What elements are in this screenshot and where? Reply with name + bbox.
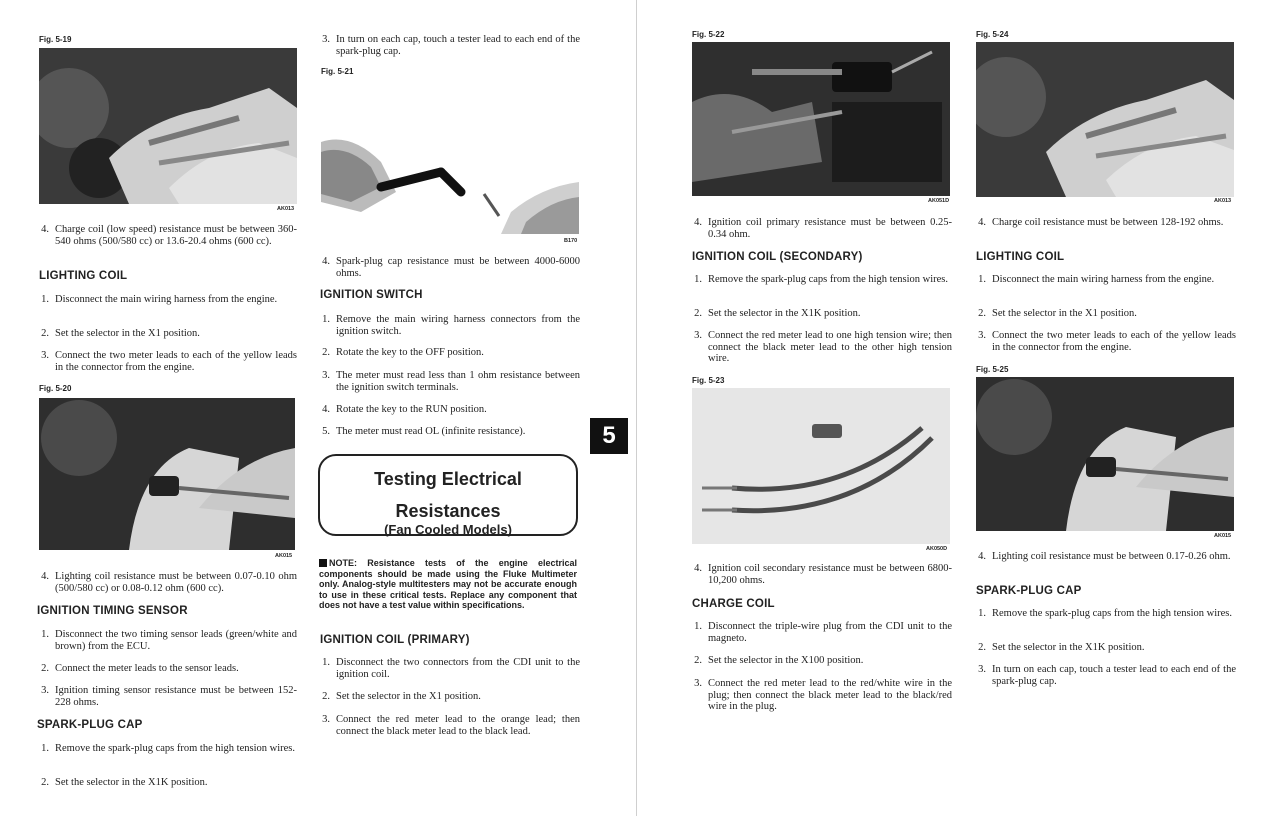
fig-5-22-label: Fig. 5-22 [692,30,725,39]
list-item [318,347,580,359]
list-item [974,274,1236,286]
list-item [37,328,297,340]
fig-5-19-label: Fig. 5-19 [39,35,72,44]
note-block [319,558,577,611]
fig-5-25-label: Fig. 5-25 [976,365,1009,374]
title-subtitle: (Fan Cooled Models) [384,522,512,537]
step-text: Set the selector in the X1K position. [992,642,1145,653]
list-item [37,743,297,755]
list-item [974,551,1236,563]
note-text: Resistance tests of the engine electrical components should be made using the Fluke Multimeter only. Analog-style multitesters may not be accurate enough to use in these critical tests. Replace any component that does not have a test value within specifications. [319,558,577,611]
step-text: Spark-plug cap resistance must be between 4000-6000 ohms. [336,256,580,279]
step-text: Lighting coil resistance must be between 0.17-0.26 ohm. [992,551,1231,562]
fig-5-25-code: AK015 [1214,533,1232,539]
fig-5-19-photo [39,48,297,204]
step-number: 3. [694,678,702,689]
section-title-box [318,454,578,536]
chapter-tab: 5 [590,418,628,454]
step-text: Connect the red meter lead to one high tension wire; then connect the black meter lead to the other high tension wire. [708,330,952,364]
step-number: 2. [41,328,49,339]
fig-5-23-code: AK050D [926,546,948,552]
list-item [318,256,580,279]
step-text: Disconnect the main wiring harness from the engine. [55,294,278,305]
list-item [974,608,1236,620]
step-text: Disconnect the triple-wire plug from the CDI unit to the magneto. [708,621,952,644]
step-text: Remove the spark-plug caps from the high tension wires. [708,274,948,285]
list-item [974,330,1236,353]
list-item [318,714,580,737]
step-text: The meter must read OL (infinite resistance). [336,426,526,437]
step-text: Ignition timing sensor resistance must be between 152-228 ohms. [55,685,297,708]
fig-5-23-label: Fig. 5-23 [692,376,725,385]
list-item [974,664,1236,687]
list-item [690,330,952,365]
list-item [37,224,297,247]
step-number: 3. [41,350,49,361]
step-text: Remove the main wiring harness connectors from the ignition switch. [336,314,580,337]
step-number: 1. [978,274,986,285]
list-item [37,629,297,652]
step-number: 2. [322,691,330,702]
step-number: 2. [322,347,330,358]
list-item [690,678,952,713]
step-number: 1. [41,294,49,305]
fig-5-20-label: Fig. 5-20 [39,384,72,393]
step-text: Rotate the key to the OFF position. [336,347,484,358]
step-number: 2. [978,642,986,653]
step-number: 1. [322,657,330,668]
section-heading: IGNITION COIL (SECONDARY) [692,251,863,263]
step-text: Set the selector in the X100 position. [708,655,864,666]
step-number: 2. [694,655,702,666]
step-text: Remove the spark-plug caps from the high tension wires. [55,743,295,754]
step-number: 2. [978,308,986,319]
step-number: 1. [694,274,702,285]
list-item [690,217,952,240]
step-number: 4. [694,217,702,228]
section-heading: IGNITION SWITCH [320,289,423,301]
step-number: 3. [41,685,49,696]
note-lead: NOTE: [329,558,357,568]
page-gutter [636,0,637,816]
section-heading: IGNITION TIMING SENSOR [37,605,188,617]
step-text: The meter must read less than 1 ohm resistance between the ignition switch terminals. [336,370,580,393]
list-item [37,350,297,373]
step-number: 4. [41,224,49,235]
list-item [690,308,952,320]
list-item [318,34,580,57]
step-number: 1. [322,314,330,325]
step-text: Connect the two meter leads to each of the yellow leads in the connector from the engine. [55,350,297,373]
list-item [318,404,580,416]
step-text: Set the selector in the X1 position. [336,691,481,702]
fig-5-22-code: AK051D [928,198,950,204]
step-number: 4. [978,551,986,562]
section-heading: CHARGE COIL [692,598,775,610]
step-text: Remove the spark-plug caps from the high tension wires. [992,608,1232,619]
list-item [37,663,297,675]
title-line-1: Testing Electrical [374,469,522,489]
step-number: 2. [694,308,702,319]
list-item [974,217,1236,229]
step-number: 2. [41,663,49,674]
step-number: 1. [978,608,986,619]
step-text: In turn on each cap, touch a tester lead to each end of the spark-plug cap. [336,34,580,57]
list-item [690,274,952,286]
fig-5-20-photo [39,398,295,550]
fig-5-24-code: AK013 [1214,198,1232,204]
step-number: 5. [322,426,330,437]
fig-5-22-photo [692,42,950,196]
list-item [974,308,1236,320]
list-item [318,370,580,393]
step-number: 4. [978,217,986,228]
step-number: 1. [694,621,702,632]
step-text: Set the selector in the X1 position. [992,308,1137,319]
section-heading: SPARK-PLUG CAP [976,585,1082,597]
step-number: 3. [694,330,702,341]
fig-5-24-label: Fig. 5-24 [976,30,1009,39]
step-text: Connect the red meter lead to the orange lead; then connect the black meter lead to the black lead. [336,714,580,737]
fig-5-25-photo [976,377,1234,531]
step-text: Connect the red meter lead to the red/white wire in the plug; then connect the black meter lead to the black/red wire in the plug. [708,678,952,712]
step-number: 4. [41,571,49,582]
list-item [690,621,952,644]
list-item [318,657,580,680]
list-item [690,655,952,667]
list-item [974,642,1236,654]
step-number: 3. [322,370,330,381]
list-item [318,426,580,438]
step-text: Disconnect the two connectors from the CDI unit to the ignition coil. [336,657,580,680]
list-item [690,563,952,586]
step-text: Ignition coil secondary resistance must be between 6800-10,200 ohms. [708,563,952,586]
fig-5-24-photo [976,42,1234,197]
section-heading: LIGHTING COIL [39,270,128,282]
step-text: Disconnect the main wiring harness from the engine. [992,274,1215,285]
step-number: 3. [322,34,330,45]
list-item [37,571,297,594]
step-number: 2. [41,777,49,788]
fig-5-19-code: AK013 [277,206,295,212]
list-item [37,294,297,306]
list-item [318,691,580,703]
fig-5-20-code: AK015 [275,553,293,559]
fig-5-23-photo [692,388,950,544]
section-heading: SPARK-PLUG CAP [37,719,143,731]
title-line-2: Resistances [395,501,501,521]
step-text: In turn on each cap, touch a tester lead to each end of the spark-plug cap. [992,664,1236,687]
step-number: 3. [322,714,330,725]
list-item [37,685,297,708]
step-number: 1. [41,743,49,754]
step-number: 3. [978,330,986,341]
step-number: 3. [978,664,986,675]
step-text: Ignition coil primary resistance must be between 0.25-0.34 ohm. [708,217,952,240]
step-text: Disconnect the two timing sensor leads (green/white and brown) from the ECU. [55,629,297,652]
step-number: 4. [322,404,330,415]
note-square-icon [319,559,327,567]
fig-5-21-label: Fig. 5-21 [321,67,354,76]
step-text: Charge coil resistance must be between 128-192 ohms. [992,217,1224,228]
step-text: Rotate the key to the RUN position. [336,404,487,415]
step-text: Set the selector in the X1K position. [708,308,861,319]
list-item [318,314,580,337]
step-text: Lighting coil resistance must be between 0.07-0.10 ohm (500/580 cc) or 0.08-0.12 ohm (600 cc). [55,571,297,594]
step-text: Connect the meter leads to the sensor leads. [55,663,239,674]
step-number: 4. [694,563,702,574]
step-text: Charge coil (low speed) resistance must be between 360-540 ohms (500/580 cc) or 13.6-20.4 ohms (600 cc). [55,224,297,247]
fig-5-21-photo [321,132,579,234]
fig-5-21-code: B170 [564,238,578,244]
list-item [37,777,297,789]
step-text: Set the selector in the X1K position. [55,777,208,788]
step-number: 1. [41,629,49,640]
step-text: Connect the two meter leads to each of the yellow leads in the connector from the engine. [992,330,1236,353]
step-text: Set the selector in the X1 position. [55,328,200,339]
step-number: 4. [322,256,330,267]
section-heading: IGNITION COIL (PRIMARY) [320,634,470,646]
section-heading: LIGHTING COIL [976,251,1065,263]
